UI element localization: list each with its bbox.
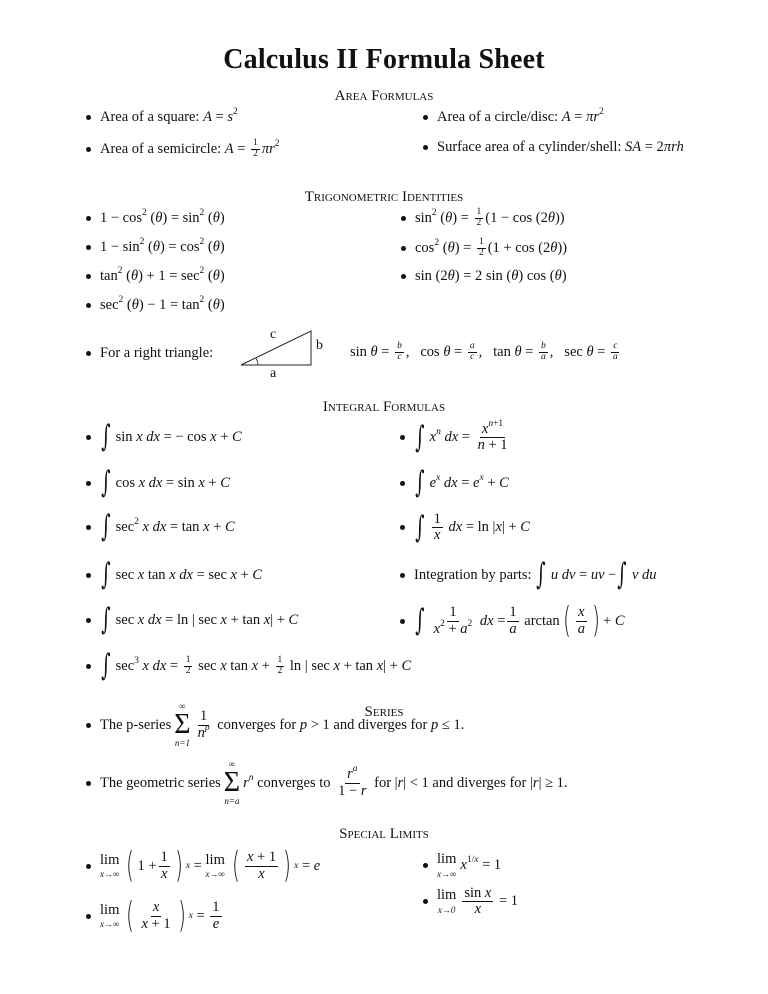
bullet xyxy=(86,147,91,152)
trig-identity-6: $\cos^2 (\theta)$ = $\frac{1}{2}$ (1 + cos (2θ)) xyxy=(401,238,567,259)
limit-e-1: lim x→∞ ( 1 + $\frac{1}{x}$ ) x = lim x→∞ ( $\frac{x + 1}{x}$ ) x = e xyxy=(86,848,320,884)
section-heading-integrals: Integral Formulas xyxy=(322,399,446,415)
area-semicircle: Area of a semicircle: A = $\frac{1}{2}$ $\pi r^2$ xyxy=(86,139,280,160)
limit-x-root: lim x→∞ $x^{1/x} = 1$ xyxy=(423,852,501,879)
triangle-ratios: sin θ = $\frac{b}{c}$ , cos θ = $\frac{a}{c}$ , tan θ = $\frac{b}{a}$ , sec θ = $\frac{c}{a}$ xyxy=(350,341,618,362)
bullet xyxy=(86,115,91,120)
side-b-label: b xyxy=(316,338,323,353)
integral-sec3: ∫ $\sec^3 x$ dx = $\frac{1}{2}$ sec x tan x + $\frac{1}{2}$ ln | sec x + tan x| + C xyxy=(86,651,411,681)
section-heading-area: Area Formulas xyxy=(334,88,434,104)
trig-identity-3: $\tan^2 (\theta) + 1 = \sec^2 (\theta)$ xyxy=(86,268,225,285)
integral-power: ∫ $x^n$ dx = $\frac{x^{n+1}}{n + 1}$ xyxy=(400,422,512,453)
right-triangle-item: For a right triangle: xyxy=(86,345,213,362)
integral-arctan: ∫ $\frac{1}{x^2 + a^2}$ dx = $\frac{1}{a}$ arctan ( $\frac{x}{a}$ ) + C xyxy=(400,603,625,639)
bullet xyxy=(423,115,428,120)
integral-reciprocal: ∫ $\frac{1}{x}$ dx = ln |x| + C xyxy=(400,512,530,543)
area-circle: Area of a circle/disc: $A = \pi r^2$ xyxy=(423,109,604,126)
area-cylinder: Surface area of a cylinder/shell: SA = 2πrh xyxy=(423,139,684,156)
integral-exp: ∫ $e^x$ dx = $e^x + C$ xyxy=(400,468,509,498)
integral-sectan: ∫ sec x tan x dx = sec x + C xyxy=(86,560,262,590)
trig-identity-5: $\sin^2 (\theta)$ = $\frac{1}{2}$ (1 − cos (2θ)) xyxy=(401,208,565,229)
section-heading-trig: Trigonometric Identities xyxy=(304,189,464,205)
trig-identity-7: sin (2θ) = 2 sin (θ) cos (θ) xyxy=(401,268,567,285)
integral-sec: ∫ sec x dx = ln | sec x + tan x| + C xyxy=(86,605,298,635)
integration-by-parts: Integration by parts: ∫ u dv = uv − ∫ v du xyxy=(400,560,657,590)
side-a-label: a xyxy=(270,366,277,381)
page-title: Calculus II Formula Sheet xyxy=(223,44,545,75)
trig-identity-2: $1 - \sin^2 (\theta) = \cos^2 (\theta)$ xyxy=(86,239,225,256)
limit-e-2: lim x→∞ ( $\frac{x}{x + 1}$ ) x = $\frac{1}{e}$ xyxy=(86,898,224,934)
trig-identity-4: $\sec^2 (\theta) - 1 = \tan^2 (\theta)$ xyxy=(86,297,225,314)
section-heading-limits: Special Limits xyxy=(339,826,429,842)
section-heading-series: Series xyxy=(364,704,404,720)
bullet xyxy=(423,145,428,150)
p-series: The p-series ∞ Σ n=1 $\frac{1}{n^p}$ converges for p > 1 and diverges for p ≤ 1. xyxy=(86,702,464,748)
area-square: Area of a square: $A = s^2$ xyxy=(86,109,238,126)
integral-cos: ∫ cos x dx = sin x + C xyxy=(86,468,230,498)
integral-sec2: ∫ $\sec^2 x$ dx = tan x + C xyxy=(86,512,235,542)
limit-sinx-over-x: lim x→0 $\frac{\text{sin x}}{x}$ = 1 xyxy=(423,886,518,917)
side-c-label: c xyxy=(270,327,277,342)
integral-sin: ∫ sin x dx = − cos x + C xyxy=(86,422,242,452)
geometric-series: The geometric series ∞ Σ n=a $r^n$ converges to $\frac{r^a}{1 - r}$ for |r| < 1 and diverges for |r| ≥ 1. xyxy=(86,760,568,806)
trig-identity-1: $1 - \cos^2 (\theta) = \sin^2 (\theta)$ xyxy=(86,210,225,227)
